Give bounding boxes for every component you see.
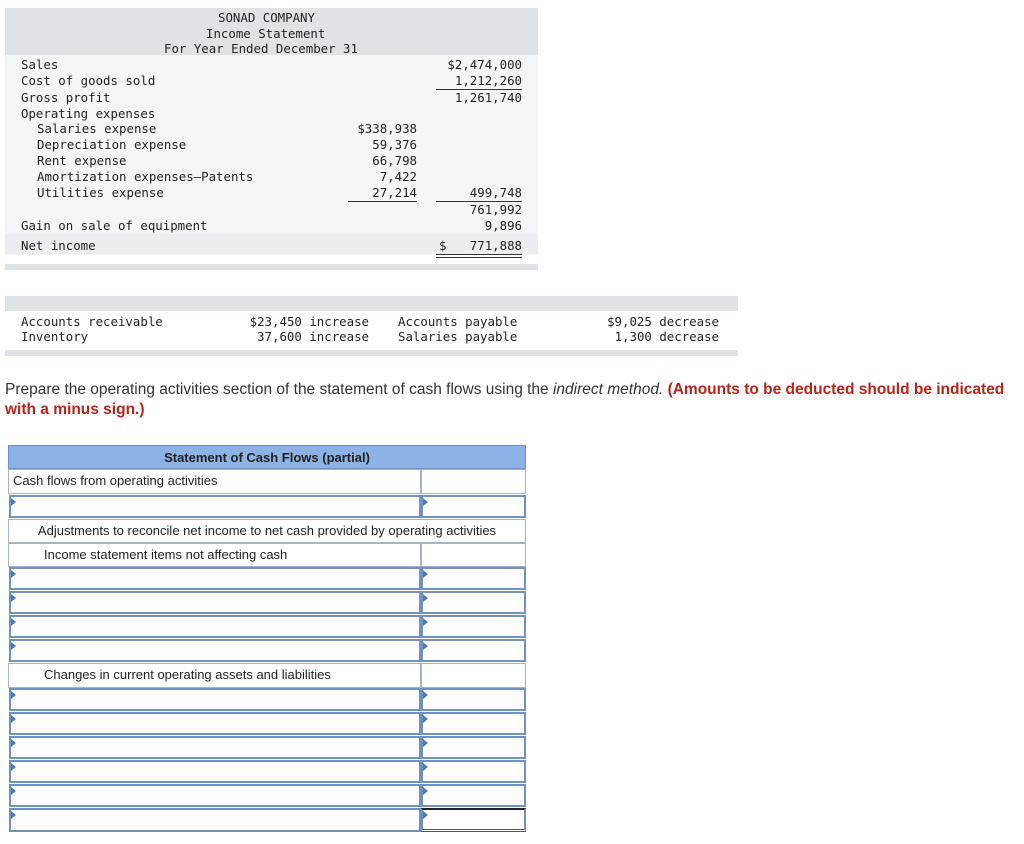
noncash-row-3-label-input[interactable] [9,615,421,638]
salaries-expense-value: $338,938 [357,121,417,136]
sales-label: Sales [21,57,59,72]
net-income-label: Net income [21,238,96,253]
row-1-amount-input[interactable] [421,495,526,518]
gross-profit-value: 1,261,740 [454,90,522,105]
net-income-double-underline [436,254,522,258]
net-income-value: 771,888 [469,238,522,253]
noncash-row-3-amount-input[interactable] [421,615,526,638]
instruction-text [5,380,1015,420]
operating-expenses-label: Operating expenses [21,106,156,121]
noncash-row-4-amount-input[interactable] [421,639,526,662]
statement-period: For Year Ended December 31 [164,41,358,56]
net-cash-label-input[interactable] [9,808,421,832]
statement-title: Income Statement [206,26,326,41]
changes-row-1-amount-input[interactable] [421,688,526,711]
instruction-method: indirect method. [552,381,664,398]
changes-label: Changes in current operating assets and liabilities [8,663,421,688]
accounts-receivable-label: Accounts receivable [21,314,163,329]
row-1-label-input[interactable] [9,495,421,518]
noncash-row-1-amount-input[interactable] [421,567,526,590]
cogs-value: 1,212,260 [454,73,522,88]
total-operating-expenses-value: 499,748 [469,185,522,200]
noncash-row-4-label-input[interactable] [9,639,421,662]
adjustments-label: Adjustments to reconcile net income to net cash provided by operating activities [8,519,526,543]
company-name: SONAD COMPANY [218,10,315,25]
gain-on-sale-value: 9,896 [484,218,522,233]
operating-activities-amount-cell [421,469,526,494]
changes-bottom-band [5,350,738,356]
changes-row-5-amount-input[interactable] [421,784,526,807]
salaries-expense-label: Salaries expense [37,121,157,136]
utilities-expense-label: Utilities expense [37,185,164,200]
changes-top-band [5,296,738,311]
changes-amount-cell [421,663,526,688]
net-cash-amount-input[interactable] [421,808,526,832]
rent-expense-value: 66,798 [372,153,417,168]
utilities-expense-value: 27,214 [372,185,417,200]
accounts-receivable-value: $23,450 increase [249,314,369,329]
noncash-row-2-label-input[interactable] [9,591,421,614]
noncash-items-label: Income statement items not affecting cash [8,543,421,567]
noncash-row-1-label-input[interactable] [9,567,421,590]
amortization-value: 7,422 [379,169,417,184]
noncash-row-2-amount-input[interactable] [421,591,526,614]
statement-footer-band [5,264,538,270]
instruction-main: Prepare the operating activities section of the statement of cash flows using the [5,381,553,398]
depreciation-expense-label: Depreciation expense [37,137,187,152]
changes-row-3-amount-input[interactable] [421,736,526,759]
changes-row-4-amount-input[interactable] [421,760,526,783]
amortization-label: Amortization expenses—Patents [37,169,254,184]
accounts-payable-label: Accounts payable [398,314,518,329]
net-income-dollar: $ [439,238,447,253]
subtotal-value: 761,992 [469,202,522,217]
inventory-label: Inventory [21,329,89,344]
instruction-minus-sign-note: (Amounts to be deducted should be indicated with a minus sign.) [5,381,1005,418]
cogs-label: Cost of goods sold [21,73,156,88]
salaries-payable-value: 1,300 decrease [614,329,719,344]
changes-row-3-label-input[interactable] [9,736,421,759]
changes-row-2-amount-input[interactable] [421,712,526,735]
changes-row-4-label-input[interactable] [9,760,421,783]
utilities-underline [348,201,417,202]
changes-row-2-label-input[interactable] [9,712,421,735]
gross-profit-label: Gross profit [21,90,111,105]
noncash-items-amount-cell [421,543,526,567]
gain-on-sale-label: Gain on sale of equipment [21,218,208,233]
accounts-payable-value: $9,025 decrease [607,314,719,329]
changes-row-5-label-input[interactable] [9,784,421,807]
rent-expense-label: Rent expense [37,153,127,168]
depreciation-expense-value: 59,376 [372,137,417,152]
inventory-value: 37,600 increase [257,329,369,344]
changes-row-1-label-input[interactable] [9,688,421,711]
sales-value: $2,474,000 [447,57,522,72]
cash-flow-table-header: Statement of Cash Flows (partial) [8,445,526,469]
salaries-payable-label: Salaries payable [398,329,518,344]
operating-activities-label: Cash flows from operating activities [8,469,421,494]
